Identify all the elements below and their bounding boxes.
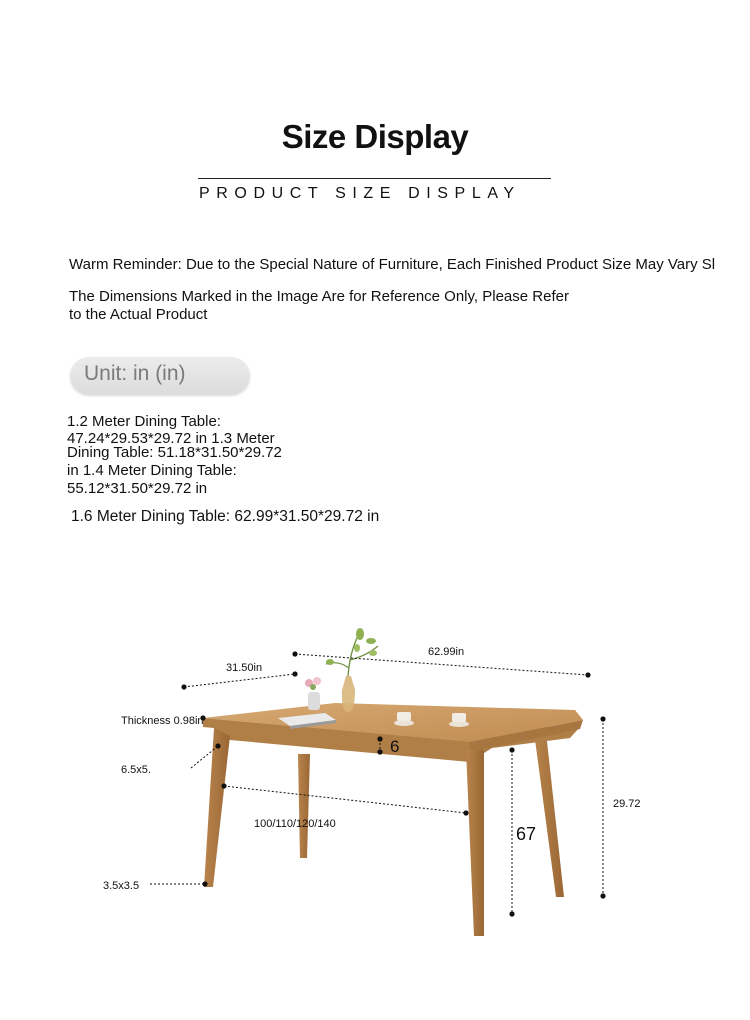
leg-span-label: 100/110/120/140 xyxy=(254,818,336,830)
leg-height-label: 67 xyxy=(516,824,537,844)
page-title: Size Display xyxy=(281,118,469,155)
unit-label: Unit: in (in) xyxy=(84,362,186,385)
spec-line: Dining Table: 51.18*31.50*29.72 xyxy=(67,444,282,461)
spec-line: 55.12*31.50*29.72 in xyxy=(67,480,208,497)
page-subtitle: PRODUCT SIZE DISPLAY xyxy=(199,185,521,202)
depth-label: 31.50in xyxy=(226,662,263,674)
flower-pot-decoration xyxy=(305,677,321,710)
warm-reminder-text: Warm Reminder: Due to the Special Nature of Furniture, Each Finished Product Size May Vary Sl xyxy=(69,256,716,273)
spec-line: 47.24*29.53*29.72 in 1.3 Meter xyxy=(67,430,275,447)
foot-size-label: 3.5x3.5 xyxy=(103,880,140,892)
spec-line: 1.2 Meter Dining Table: xyxy=(67,413,221,430)
apron-height-label: 6 xyxy=(390,737,400,756)
reference-note-line2: to the Actual Product xyxy=(69,306,208,323)
reference-note-line1: The Dimensions Marked in the Image Are for Reference Only, Please Refer xyxy=(69,288,569,305)
thickness-label: Thickness 0.98in xyxy=(121,715,204,727)
vase-decoration xyxy=(326,628,378,712)
spec-line: in 1.4 Meter Dining Table: xyxy=(67,462,237,479)
table-height-label: 29.72 xyxy=(613,798,641,810)
length-label: 62.99in xyxy=(428,646,465,658)
apron-size-label: 6.5x5. xyxy=(121,764,151,776)
spec-line-1-6m: 1.6 Meter Dining Table: 62.99*31.50*29.72 in xyxy=(71,508,380,525)
